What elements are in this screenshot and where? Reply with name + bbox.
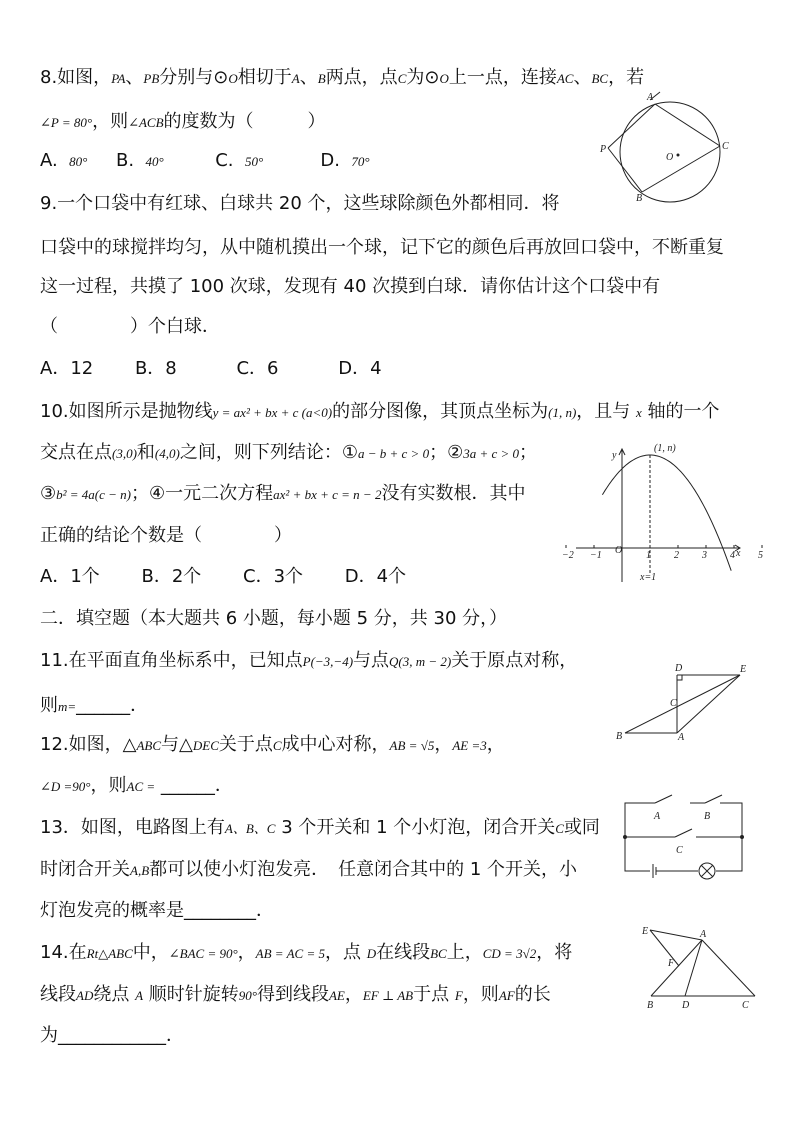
text-segment: 轴的一个 [641,401,720,422]
text-segment: 的长 [514,984,551,1005]
text-segment: 11.在平面直角坐标系中，已知点 [40,650,303,671]
text-segment: 和 [136,442,155,463]
math-expression: P(−3,−4) [302,654,354,669]
text-segment: 没有实数根．其中 [381,483,526,504]
text-segment: D. [263,150,352,171]
text-segment: B. [87,150,146,171]
math-expression: AB = √5 [389,738,435,753]
text-segment: 交点在点 [40,442,112,463]
svg-text:C: C [670,698,677,709]
text-segment: 13．如图，电路图上有 [40,817,225,838]
svg-text:A: A [654,811,661,822]
x-tick-label: 3 [702,550,707,561]
text-segment: ______． [76,695,149,716]
text-segment: 两点，点 [325,67,398,88]
text-segment: 则 [40,695,58,716]
math-expression: O [228,71,238,86]
svg-text:(1, n): (1, n) [654,443,676,454]
math-expression: BC [591,71,609,86]
math-expression: ABC [136,738,162,753]
text-segment: 在线段 [376,942,431,963]
svg-text:D: D [682,1000,690,1011]
math-expression: ∠D =90° [40,779,91,794]
text-segment: 12.如图，△ [40,734,137,755]
math-expression: y = ax² + bx + c (a<0) [212,405,333,420]
text-segment: 关于点 [218,734,273,755]
text-segment: 之间，则下列结论：① [179,442,358,463]
svg-text:B: B [616,731,623,742]
text-segment: ， [486,734,505,755]
text-segment: 、 [299,67,318,88]
svg-text:A: A [700,929,707,940]
math-expression: B [317,71,326,86]
svg-text:x: x [736,548,741,559]
math-expression: PB [143,71,160,86]
text-segment: ， [344,984,363,1005]
math-expression: 70° [351,154,370,169]
text-segment: ；④一元二次方程 [131,483,274,504]
math-expression: AF [498,988,515,1003]
math-expression: C [272,738,282,753]
math-expression: AC [556,71,574,86]
x-tick-label: 5 [758,550,763,561]
text-segment: ，若 [608,67,645,88]
text-segment: 于点 [413,984,455,1005]
math-expression: AB = AC = 5 [255,946,325,961]
svg-text:B: B [704,811,711,822]
svg-text:x=1: x=1 [640,572,657,583]
math-expression: ax² + bx + c = n − 2 [273,487,382,502]
math-expression: (3,0) [112,446,137,461]
svg-text:C: C [676,845,683,856]
text-segment: 或同 [563,817,600,838]
math-expression: F [454,988,463,1003]
svg-text:A: A [647,92,654,103]
text-segment: 14.在 [40,942,87,963]
text-segment: 线段 [40,984,76,1005]
q8-circle-tangent-figure [599,92,729,204]
svg-text:A: A [678,732,685,743]
text-segment: 得到线段 [256,984,329,1005]
text-segment: ，则 [90,775,127,796]
text-segment: A．12 B．8 C．6 D．4 [40,358,382,379]
q10-parabola-graph [562,443,763,583]
svg-text:E: E [642,926,649,937]
math-expression: DEC [192,738,219,753]
text-segment: ； [519,442,538,463]
x-tick-label: −2 [562,550,574,561]
math-expression: b² = 4a(c − n) [56,487,132,502]
text-segment: 的度数为（ ） [163,111,326,132]
text-segment: 成中心对称， [281,734,390,755]
math-expression: EF ⊥ AB [362,988,414,1003]
svg-text:C: C [722,141,729,152]
svg-text:P: P [600,144,607,155]
text-segment: 口袋中的球搅拌均匀，从中随机摸出一个球，记下它的颜色后再放回口袋中，不断重复 [40,237,724,258]
math-expression: AE [328,988,345,1003]
math-expression: m= [58,699,77,714]
svg-text:E: E [740,664,747,675]
x-tick-label: −1 [590,550,602,561]
math-expression: ∠P = 80° [40,115,93,130]
text-segment: 为⊙ [406,67,440,88]
svg-text:D: D [675,663,683,674]
text-segment: A. [40,150,70,171]
text-segment: 为____________． [40,1025,184,1046]
text-segment: 9.一个口袋中有红球、白球共 20 个，这些球除颜色外都相同．将 [40,193,560,214]
math-expression: A [135,988,144,1003]
math-expression: A [291,71,300,86]
math-expression: BC [430,946,447,961]
text-segment: ， [237,942,256,963]
text-segment: 分别与⊙ [159,67,229,88]
math-expression: CD = 3√2 [482,946,537,961]
math-expression: AD [76,988,94,1003]
text-segment: 中， [132,942,169,963]
text-segment: 时闭合开关 [40,859,130,880]
math-expression: O [439,71,449,86]
text-segment: 、 [125,67,144,88]
text-segment: ，且与 [576,401,637,422]
math-expression: (1, n) [548,405,577,420]
math-expression: AC = [126,779,156,794]
q13-circuit-figure [624,795,744,879]
math-expression: PA [111,71,126,86]
svg-text:B: B [636,193,643,204]
math-expression: 80° [69,154,88,169]
svg-text:B: B [647,1000,654,1011]
text-segment: C. [163,150,245,171]
text-segment: 的部分图像，其顶点坐标为 [332,401,549,422]
math-expression: x [636,405,642,420]
svg-text:C: C [742,1000,749,1011]
math-expression: A、B、C [224,821,276,836]
q12-central-symmetry-figure [616,663,746,743]
math-expression: A,B [130,863,150,878]
math-expression: 50° [244,154,264,169]
svg-text:y: y [612,450,617,461]
math-expression: 3a + c > 0 [463,446,520,461]
text-segment: 灯泡发亮的概率是________． [40,900,274,921]
math-expression: C [555,821,564,836]
text-segment: 这一过程，共摸了 100 次球，发现有 40 次摸到白球．请你估计这个口袋中有 [40,276,661,297]
math-expression: (4,0) [154,446,180,461]
text-segment: （ ）个白球． [40,316,220,337]
text-segment: 与点 [353,650,390,671]
svg-text:F: F [668,958,675,969]
text-segment: 上一点，连接 [448,67,557,88]
text-segment: 二．填空题（本大题共 6 小题，每小题 5 分，共 30 分，） [40,608,508,629]
math-expression: ∠ACB [128,115,164,130]
text-segment: 相切于 [237,67,292,88]
text-segment: ， [434,734,453,755]
text-segment: ，将 [536,942,573,963]
math-expression: C [397,71,407,86]
text-segment: ______． [155,775,233,796]
text-segment: 都可以使小灯泡发亮． 任意闭合其中的 1 个开关，小 [149,859,578,880]
math-expression: 90° [238,988,257,1003]
text-segment: ③ [40,483,57,504]
text-segment: 10.如图所示是抛物线 [40,401,213,422]
math-expression: Q(3, m − 2) [389,654,452,669]
math-expression: D [366,946,377,961]
text-segment: A．1个 B．2个 C．3个 D．4个 [40,566,407,587]
svg-text:O: O [615,545,623,556]
x-tick-label: 2 [674,550,679,561]
text-segment: 上， [446,942,483,963]
text-segment: 正确的结论个数是（ ） [40,525,292,546]
text-segment: 顺时针旋转 [143,984,239,1005]
math-expression: AE =3 [452,738,487,753]
x-tick-label: 4 [730,550,735,561]
text-segment: 与△ [161,734,193,755]
text-segment: ；② [429,442,464,463]
math-expression: a − b + c > 0 [357,446,430,461]
x-tick-label: 1 [646,550,651,561]
q14-triangle-rotation-figure [641,926,755,1011]
text-segment: ，则 [92,111,129,132]
text-segment: 8.如图， [40,67,112,88]
text-segment: 关于原点对称， [451,650,578,671]
text-segment: 3 个开关和 1 个小灯泡，闭合开关 [275,817,556,838]
text-segment: ，则 [462,984,499,1005]
math-expression: 40° [145,154,164,169]
text-segment: 绕点 [93,984,136,1005]
text-segment: 、 [573,67,592,88]
svg-text:O: O [666,152,674,163]
text-segment: ，点 [324,942,367,963]
math-expression: ∠BAC = 90° [168,946,238,961]
math-expression: Rt△ABC [86,946,133,961]
